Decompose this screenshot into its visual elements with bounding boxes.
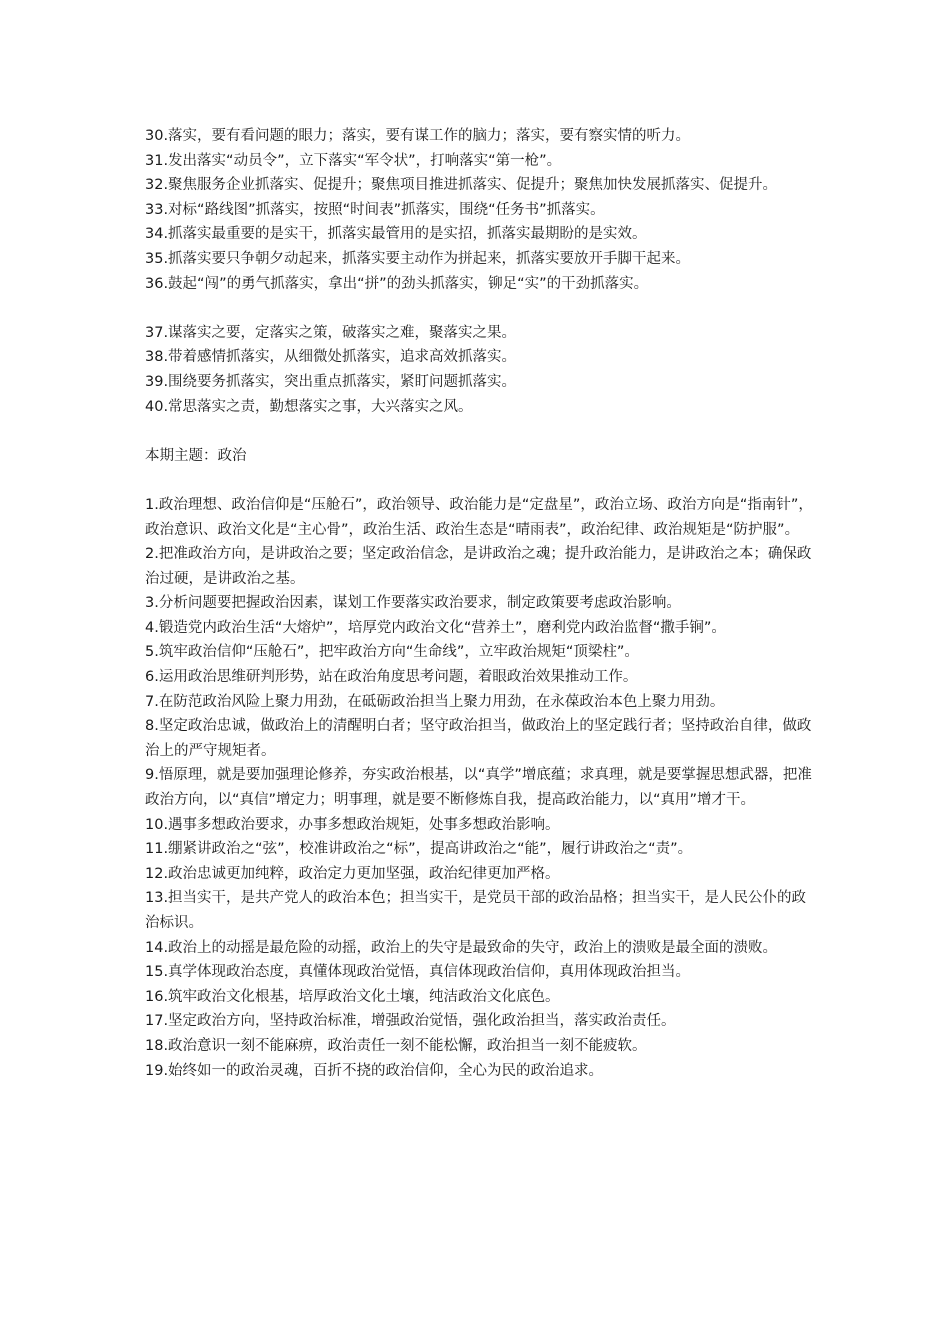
theme-heading: 本期主题：政治 bbox=[145, 447, 247, 464]
list-item: 9.悟原理，就是要加强理论修养，夯实政治根基，以“真学”增底蕴；求真理，就是要掌握思想武器，把准政治方向，以“真信”增定力；明事理，就是要不断修炼自我，提高政治能力，以“真用”增才干。 bbox=[145, 767, 812, 809]
list-item: 13.担当实干，是共产党人的政治本色；担当实干，是党员干部的政治品格；担当实干，是人民公仆的政治标识。 bbox=[145, 890, 807, 931]
paragraph-spacer bbox=[145, 419, 820, 444]
document-page bbox=[145, 124, 820, 1083]
list-item: 19.始终如一的政治灵魂，百折不挠的政治信仰，全心为民的政治追求。 bbox=[145, 1062, 604, 1079]
paragraph-spacer bbox=[145, 296, 820, 321]
list-item: 15.真学体现政治态度，真懂体现政治觉悟，真信体现政治信仰，真用体现政治担当。 bbox=[145, 964, 691, 981]
list-item: 8.坚定政治忠诚，做政治上的清醒明白者；坚守政治担当，做政治上的坚定践行者；坚持政治自律，做政治上的严守规矩者。 bbox=[145, 718, 812, 759]
list-item: 37.谋落实之要，定落实之策，破落实之难，聚落实之果。 bbox=[145, 324, 517, 341]
list-item: 4.锻造党内政治生活“大熔炉”，培厚党内政治文化“营养土”，磨利党内政治监督“撒手锏”。 bbox=[145, 619, 726, 636]
section-implementation-part-one bbox=[145, 124, 820, 296]
list-item: 5.筑牢政治信仰“压舱石”，把牢政治方向“生命线”，立牢政治规矩“顶梁柱”。 bbox=[145, 644, 639, 661]
list-item: 3.分析问题要把握政治因素，谋划工作要落实政治要求，制定政策要考虑政治影响。 bbox=[145, 595, 681, 612]
list-item: 14.政治上的动摇是最危险的动摇，政治上的失守是最致命的失守，政治上的溃败是最全面的溃败。 bbox=[145, 939, 778, 956]
list-item: 32.聚焦服务企业抓落实、促提升；聚焦项目推进抓落实、促提升；聚焦加快发展抓落实、促提升。 bbox=[145, 177, 778, 194]
list-item: 11.绷紧讲政治之“弦”，校准讲政治之“标”，提高讲政治之“能”，履行讲政治之“责”。 bbox=[145, 841, 693, 858]
paragraph-spacer bbox=[145, 468, 820, 493]
list-item: 33.对标“路线图”抓落实，按照“时间表”抓落实，围绕“任务书”抓落实。 bbox=[145, 201, 605, 218]
list-item: 30.落实，要有看问题的眼力；落实，要有谋工作的脑力；落实，要有察实情的听力。 bbox=[145, 128, 691, 144]
list-item: 40.常思落实之责，勤想落实之事，大兴落实之风。 bbox=[145, 398, 473, 415]
section-politics bbox=[145, 493, 820, 1083]
list-item: 31.发出落实“动员令”，立下落实“军令状”，打响落实“第一枪”。 bbox=[145, 152, 562, 169]
list-item: 7.在防范政治风险上聚力用劲，在砥砺政治担当上聚力用劲，在永葆政治本色上聚力用劲。 bbox=[145, 693, 725, 710]
list-item: 2.把准政治方向，是讲政治之要；坚定政治信念，是讲政治之魂；提升政治能力，是讲政治之本；确保政治过硬，是讲政治之基。 bbox=[145, 546, 812, 587]
list-item: 36.鼓起“闯”的勇气抓落实，拿出“拼”的劲头抓落实，铆足“实”的干劲抓落实。 bbox=[145, 275, 649, 292]
list-item: 16.筑牢政治文化根基，培厚政治文化土壤，纯洁政治文化底色。 bbox=[145, 988, 560, 1005]
list-item: 34.抓落实最重要的是实干，抓落实最管用的是实招，抓落实最期盼的是实效。 bbox=[145, 226, 647, 243]
list-item: 12.政治忠诚更加纯粹，政治定力更加坚强，政治纪律更加严格。 bbox=[145, 865, 560, 882]
list-item: 1.政治理想、政治信仰是“压舱石”，政治领导、政治能力是“定盘星”，政治立场、政治方向是“指南针”，政治意识、政治文化是“主心骨”，政治生活、政治生态是“晴雨表”，政治纪律、政治规矩是“防护服”。 bbox=[145, 496, 813, 538]
list-item: 35.抓落实要只争朝夕动起来，抓落实要主动作为拼起来，抓落实要放开手脚干起来。 bbox=[145, 250, 691, 267]
section-implementation-part-two bbox=[145, 321, 820, 419]
list-item: 6.运用政治思维研判形势，站在政治角度思考问题，着眼政治效果推动工作。 bbox=[145, 669, 638, 686]
list-item: 10.遇事多想政治要求，办事多想政治规矩，处事多想政治影响。 bbox=[145, 816, 560, 833]
list-item: 38.带着感情抓落实，从细微处抓落实，追求高效抓落实。 bbox=[145, 349, 517, 366]
list-item: 39.围绕要务抓落实，突出重点抓落实，紧盯问题抓落实。 bbox=[145, 373, 517, 390]
list-item: 17.坚定政治方向，坚持政治标准，增强政治觉悟，强化政治担当，落实政治责任。 bbox=[145, 1013, 676, 1030]
list-item: 18.政治意识一刻不能麻痹，政治责任一刻不能松懈，政治担当一刻不能疲软。 bbox=[145, 1037, 647, 1054]
